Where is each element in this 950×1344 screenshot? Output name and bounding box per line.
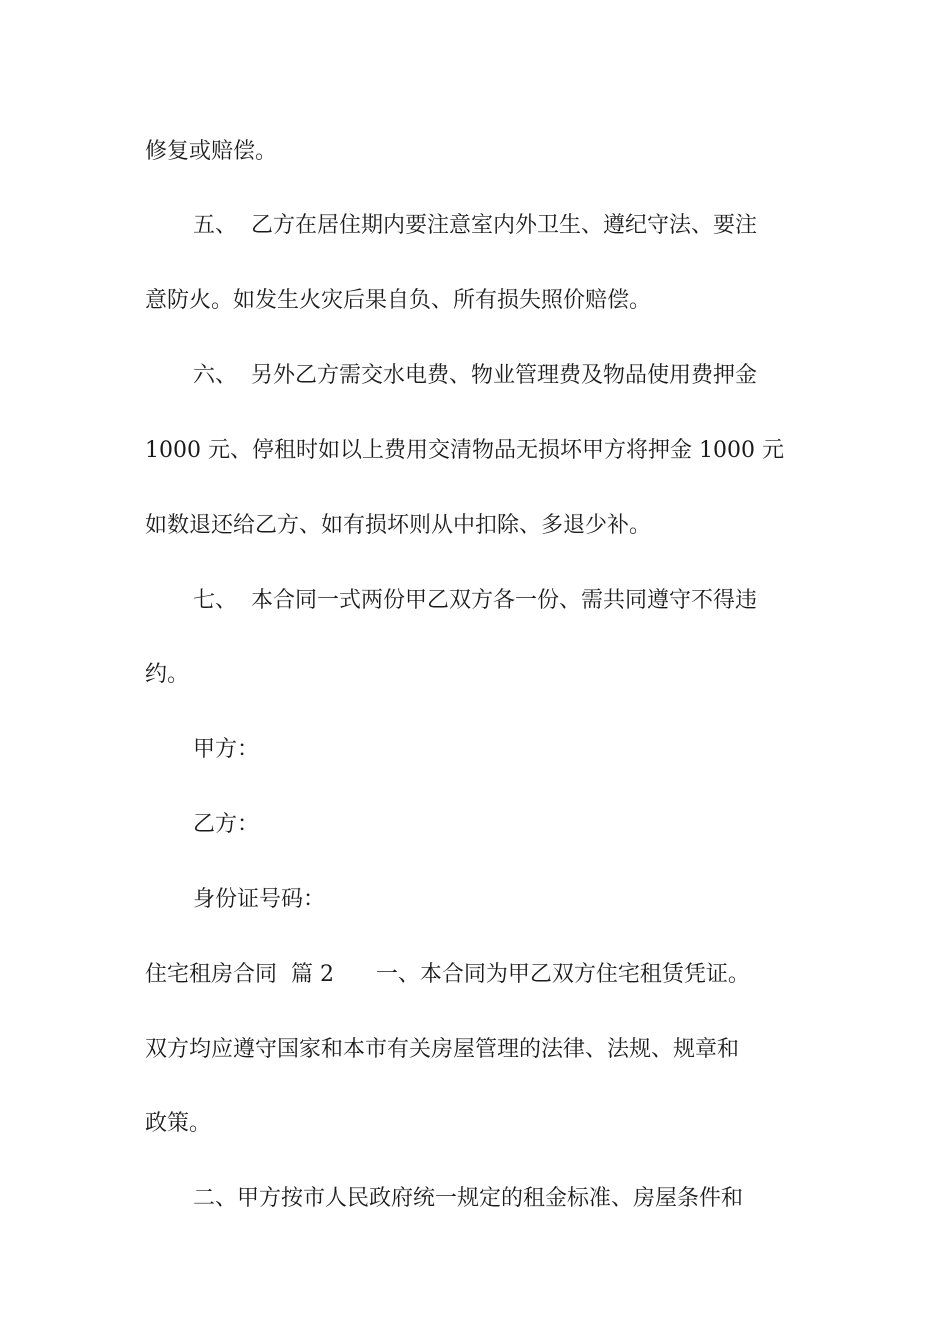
clause-6-line-2: 1000 元、停租时如以上费用交清物品无损坏甲方将押金 1000 元 bbox=[145, 438, 784, 463]
clause-6-line-1: 六、 另外乙方需交水电费、物业管理费及物品使用费押金 bbox=[193, 363, 757, 388]
contract-2-line-3: 政策。 bbox=[145, 1111, 212, 1136]
clause-7-line-1: 七、 本合同一式两份甲乙双方各一份、需共同遵守不得违 bbox=[193, 588, 757, 613]
id-number-label: 身份证号码： bbox=[193, 887, 326, 912]
contract-2-clause-2-line-1: 二、甲方按市人民政府统一规定的租金标准、房屋条件和 bbox=[193, 1186, 744, 1211]
clause-6-line-3: 如数退还给乙方、如有损坏则从中扣除、多退少补。 bbox=[145, 513, 652, 538]
clause-7-line-2: 约。 bbox=[145, 662, 190, 687]
contract-2-line-2: 双方均应遵守国家和本市有关房屋管理的法律、法规、规章和 bbox=[145, 1037, 740, 1062]
party-b-label: 乙方： bbox=[193, 812, 260, 837]
contract-2-heading-line: 住宅租房合同 篇 2 一、本合同为甲乙双方住宅租赁凭证。 bbox=[145, 962, 750, 987]
party-a-label: 甲方： bbox=[193, 737, 260, 762]
clause-5-line-2: 意防火。如发生火灾后果自负、所有损失照价赔偿。 bbox=[145, 288, 652, 313]
clause-5-line-1: 五、 乙方在居住期内要注意室内外卫生、遵纪守法、要注 bbox=[193, 213, 757, 238]
text-line: 修复或赔偿。 bbox=[145, 139, 278, 164]
